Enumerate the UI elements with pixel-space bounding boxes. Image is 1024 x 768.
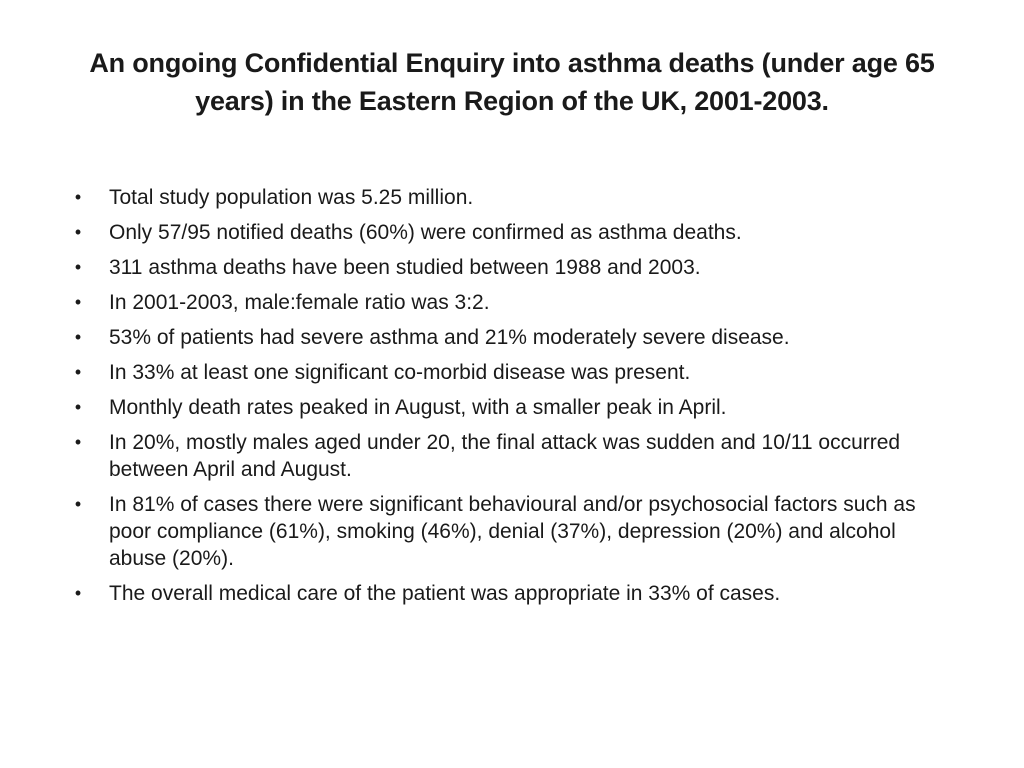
bullet-icon: • — [74, 187, 82, 207]
bullet-icon: • — [74, 257, 82, 277]
bullet-icon: • — [74, 222, 82, 242]
bullet-item — [68, 359, 948, 386]
bullet-item — [68, 394, 948, 421]
bullet-icon: • — [74, 397, 82, 417]
bullet-text: Only 57/95 notified deaths (60%) were confirmed as asthma deaths. — [109, 221, 742, 244]
bullet-text: 311 asthma deaths have been studied between 1988 and 2003. — [109, 256, 701, 279]
bullet-text: Monthly death rates peaked in August, with a smaller peak in April. — [109, 396, 727, 419]
bullet-text: In 81% of cases there were significant behavioural and/or psychosocial factors such as poor compliance (61%), smoking (46%), denial (37%), depression (20%) and alcohol abuse (20%). — [109, 493, 916, 570]
bullet-item — [68, 491, 948, 572]
bullet-item — [68, 184, 948, 211]
bullet-text: In 2001-2003, male:female ratio was 3:2. — [109, 291, 490, 314]
bullet-item — [68, 580, 948, 607]
bullet-item — [68, 324, 948, 351]
bullet-icon: • — [74, 432, 82, 452]
bullet-text: In 33% at least one significant co-morbid disease was present. — [109, 361, 691, 384]
bullet-item — [68, 429, 948, 483]
bullet-icon: • — [74, 583, 82, 603]
bullet-icon: • — [74, 327, 82, 347]
bullet-item — [68, 254, 948, 281]
bullet-item — [68, 289, 948, 316]
bullet-list — [68, 184, 948, 615]
bullet-text: In 20%, mostly males aged under 20, the final attack was sudden and 10/11 occurred between April and August. — [109, 431, 901, 481]
bullet-icon: • — [74, 362, 82, 382]
slide-title: An ongoing Confidential Enquiry into asthma deaths (under age 65 years) in the Eastern Region of the UK, 2001-2003. — [89, 48, 935, 116]
bullet-icon: • — [74, 494, 82, 514]
bullet-item — [68, 219, 948, 246]
bullet-text: 53% of patients had severe asthma and 21% moderately severe disease. — [109, 326, 790, 349]
bullet-text: Total study population was 5.25 million. — [109, 186, 474, 209]
bullet-text: The overall medical care of the patient was appropriate in 33% of cases. — [109, 582, 781, 605]
bullet-icon: • — [74, 292, 82, 312]
